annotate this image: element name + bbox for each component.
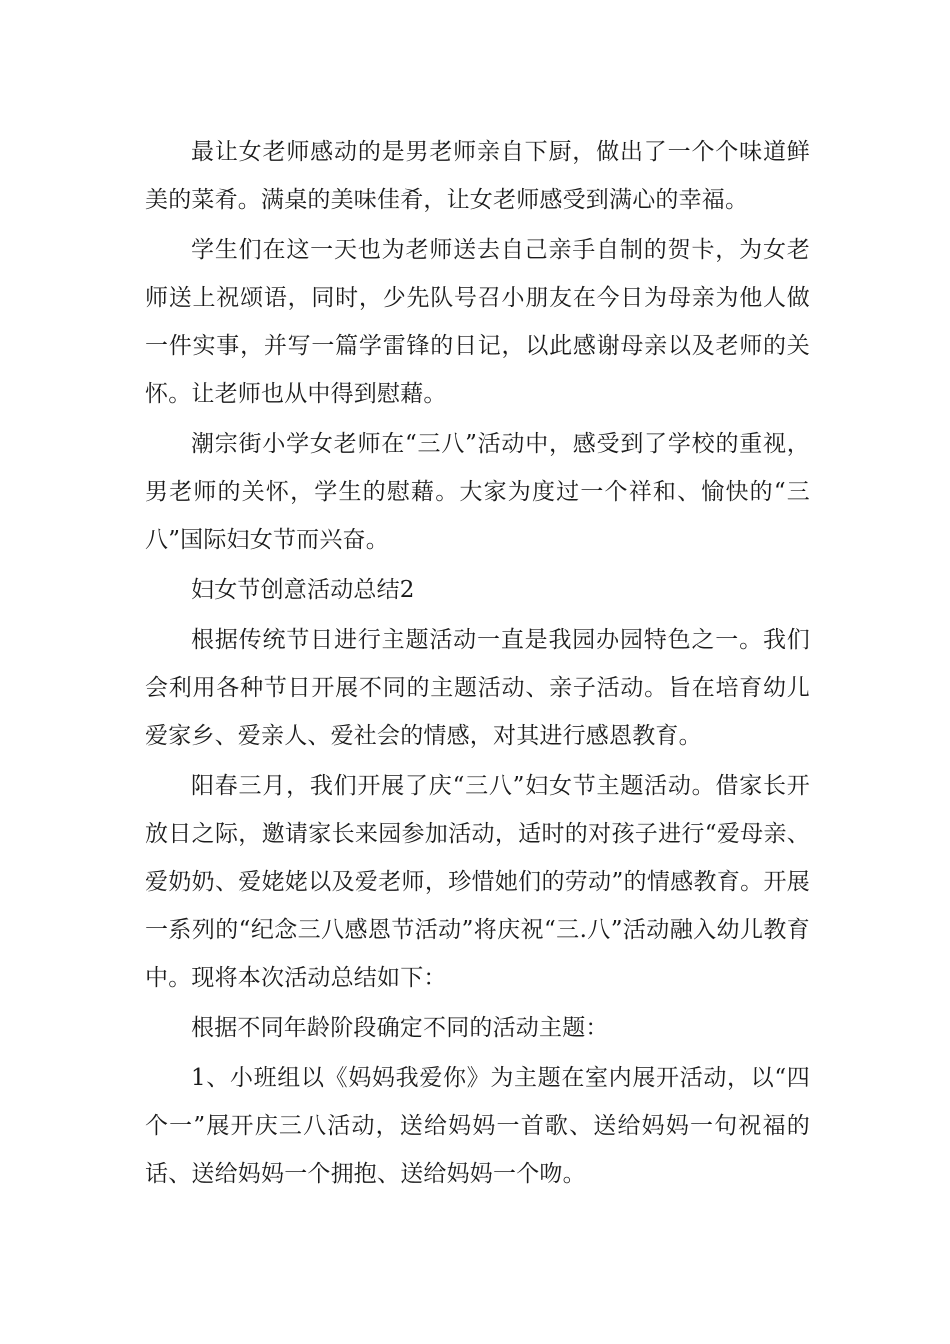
paragraph-5: 阳春三月，我们开展了庆“三八”妇女节主题活动。借家长开放日之际，邀请家长来园参加活动，适时的对孩子进行“爱母亲、爱奶奶、爱姥姥以及爱老师，珍惜她们的劳动”的情感教育。开展一系列的“纪念三八感恩节活动”将庆祝“三.八”活动融入幼儿教育中。现将本次活动总结如下：	[145, 773, 810, 991]
paragraph-4: 根据传统节日进行主题活动一直是我园办园特色之一。我们会利用各种节日开展不同的主题活动、亲子活动。旨在培育幼儿爱家乡、爱亲人、爱社会的情感，对其进行感恩教育。	[145, 627, 810, 749]
paragraph-1: 最让女老师感动的是男老师亲自下厨，做出了一个个味道鲜美的菜肴。满桌的美味佳肴，让女老师感受到满心的幸福。	[145, 139, 810, 213]
paragraph-3: 潮宗街小学女老师在“三八”活动中，感受到了学校的重视，男老师的关怀，学生的慰藉。大家为度过一个祥和、愉快的“三八”国际妇女节而兴奋。	[145, 431, 810, 553]
paragraph-2: 学生们在这一天也为老师送去自己亲手自制的贺卡，为女老师送上祝颂语，同时，少先队号召小朋友在今日为母亲为他人做一件实事，并写一篇学雷锋的日记，以此感谢母亲以及老师的关怀。让老师也从中得到慰藉。	[145, 237, 810, 407]
document-body	[145, 128, 810, 1198]
paragraph-6: 根据不同年龄阶段确定不同的活动主题：	[191, 1015, 609, 1041]
section-heading: 妇女节创意活动总结2	[191, 577, 415, 603]
paragraph-7: 1、小班组以《妈妈我爱你》为主题在室内展开活动，以“四个一”展开庆三八活动，送给妈妈一首歌、送给妈妈一句祝福的话、送给妈妈一个拥抱、送给妈妈一个吻。	[145, 1065, 810, 1187]
